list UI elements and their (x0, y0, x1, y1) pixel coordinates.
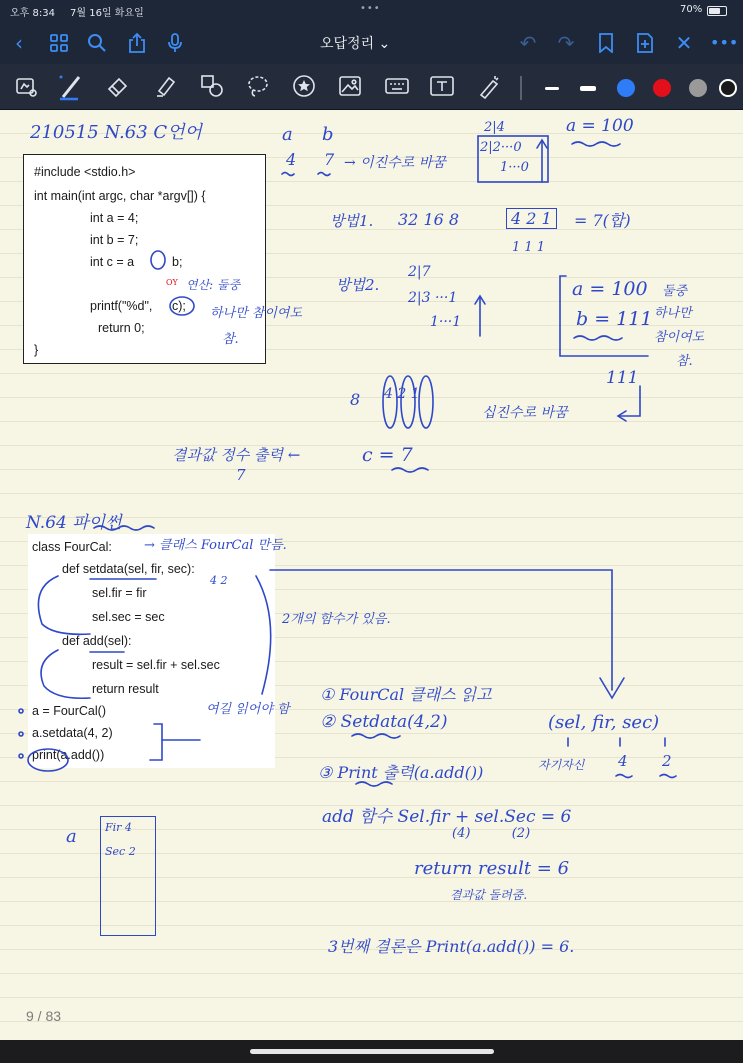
undo-icon[interactable]: ↶ (519, 31, 537, 55)
code2-line: sel.sec = sec (92, 610, 165, 624)
or-mark: OY (166, 278, 178, 287)
back-icon[interactable]: ‹ (15, 31, 23, 55)
mic-icon[interactable] (162, 30, 188, 56)
close-icon[interactable]: ✕ (675, 31, 693, 55)
toolbar-divider (520, 76, 522, 100)
div-bot: 1···0 (500, 160, 529, 175)
code1-line: int c = a (90, 255, 135, 269)
value-4: 4 (618, 752, 628, 770)
color-swatch-blue[interactable] (617, 79, 635, 97)
share-icon[interactable] (124, 30, 150, 56)
result-c: c = 7 (362, 444, 413, 466)
code1-line: #include <stdio.h> (34, 165, 136, 179)
ab-side-4: 참. (676, 354, 693, 369)
stroke-thin[interactable] (545, 87, 559, 90)
code2-line: def setdata(sel, fir, sec): (62, 562, 195, 576)
code2-line: return result (92, 682, 159, 696)
a-value: 4 (286, 150, 297, 169)
to-decimal-note: 십진수로 바꿈 (482, 405, 568, 421)
text-icon[interactable] (428, 73, 456, 101)
code2-line: class FourCal: (32, 540, 112, 554)
method1-bits: 4 2 1 (506, 208, 557, 229)
eraser-icon[interactable] (104, 73, 132, 101)
bits-column: 4 2 1 (384, 386, 420, 402)
result-111: 111 (606, 368, 639, 388)
code2-line: a.setdata(4, 2) (32, 726, 113, 740)
to-binary-note: → 이진수로 바꿈 (344, 155, 446, 171)
keyboard-icon[interactable] (383, 73, 411, 101)
code1-line: } (34, 343, 39, 357)
ab-box-a: a = 100 (572, 278, 648, 300)
step-2: ② Setdata(4,2) (320, 712, 448, 732)
step-3: ③ Print 출력(a.add()) (318, 763, 484, 782)
highlighter-icon[interactable] (152, 73, 180, 101)
mem-a: a (66, 826, 77, 847)
two-funcs-note: 2개의 함수가 있음. (282, 612, 391, 627)
laser-icon[interactable] (474, 73, 502, 101)
add-sub: (4) (2) (452, 826, 531, 841)
code1-line: int b = 7; (90, 233, 139, 247)
code1-line: printf("%d", (90, 299, 153, 313)
battery-percent: 70% (680, 4, 703, 15)
code1-line: c); (172, 299, 186, 313)
or-note-3: 참. (222, 332, 239, 347)
method1-weights: 32 16 8 (398, 210, 460, 229)
code1-line: int a = 4; (90, 211, 139, 225)
notebook-page[interactable] (0, 110, 743, 1040)
code2-line: result = sel.fir + sel.sec (92, 658, 220, 672)
var-b: b (322, 124, 334, 145)
star-icon[interactable] (290, 73, 318, 101)
div-top: 2|4 (484, 120, 505, 135)
code2-line: print(a.add()) (32, 748, 105, 762)
ab-side-2: 하나만 (654, 306, 692, 321)
document-title[interactable]: 오답정리 ⌄ (320, 36, 391, 52)
ab-side-3: 참이여도 (654, 330, 705, 345)
scan-icon[interactable] (12, 73, 40, 101)
class-note: → 클래스 FourCal 만듬. (144, 538, 287, 553)
return-line: return result = 6 (414, 858, 570, 879)
self-label: 자기자신 (538, 758, 585, 772)
ab-box-b: b = 111 (576, 308, 653, 330)
code1-line: return 0; (98, 321, 145, 335)
add-line: add 함수 Sel.fir + sel.Sec = 6 (322, 807, 572, 827)
battery-icon (707, 6, 727, 16)
method1-result: = 7(합) (574, 211, 631, 230)
result-7: 7 (236, 466, 246, 484)
read-order-note: 여길 읽어야 함 (206, 702, 290, 717)
multitask-dots-icon[interactable]: ••• (360, 3, 381, 14)
color-swatch-black[interactable] (719, 79, 737, 97)
method1-label: 방법1. (330, 212, 374, 230)
small-4-2: 4 2 (210, 574, 228, 587)
shapes-icon[interactable] (198, 73, 226, 101)
result-text: 결과값 정수 출력 ← (172, 446, 301, 464)
code2-line: def add(sel): (62, 634, 132, 648)
method2-label: 방법2. (336, 276, 380, 294)
home-indicator[interactable] (250, 1049, 494, 1054)
ab-side-1: 둘중 (662, 284, 688, 299)
add-page-icon[interactable] (632, 30, 658, 56)
mem-sec: Sec 2 (105, 845, 136, 858)
status-bar (0, 0, 743, 22)
redo-icon[interactable]: ↷ (557, 31, 575, 55)
bookmark-icon[interactable] (593, 30, 619, 56)
third-conclusion: 3번째 결론은 Print(a.add()) = 6. (328, 937, 575, 956)
nav-bar (0, 22, 743, 64)
bits-8: 8 (350, 390, 361, 409)
search-icon[interactable] (84, 30, 110, 56)
lasso-icon[interactable] (244, 73, 272, 101)
color-swatch-red[interactable] (653, 79, 671, 97)
or-note-1: 연산: 둘중 (186, 278, 241, 292)
or-note-2: 하나만 참이여도 (210, 306, 303, 321)
var-a: a (282, 124, 293, 145)
pen-icon[interactable] (56, 73, 84, 101)
page-number: 9 / 83 (26, 1008, 62, 1024)
code1-line: int main(int argc, char *argv[]) { (34, 189, 206, 203)
method2-line2: 2|3 ···1 (408, 290, 458, 306)
stroke-thick[interactable] (580, 86, 596, 91)
status-date: 7월 16일 화요일 (70, 8, 144, 19)
a-100-top: a = 100 (566, 116, 634, 136)
method1-ones: 1 1 1 (512, 240, 546, 255)
image-icon[interactable] (336, 73, 364, 101)
grid-icon[interactable] (46, 30, 72, 56)
mem-fir: Fir 4 (105, 821, 132, 834)
value-2: 2 (662, 752, 672, 770)
return-sub: 결과값 돌려줌. (450, 888, 528, 902)
code1-line: b; (172, 255, 183, 269)
b-value: 7 (324, 150, 335, 169)
more-icon[interactable]: ••• (710, 33, 739, 52)
sel-fir-sec: (sel, fir, sec) (548, 712, 660, 733)
status-time: 오후 8:34 (10, 8, 55, 19)
n64-title: N.64 파이썬 (26, 513, 122, 533)
ink-strokes (0, 110, 743, 1040)
drawing-toolbar (0, 64, 743, 110)
note-header: 210515 N.63 C언어 (30, 122, 202, 143)
div-mid: 2|2···0 (480, 140, 522, 155)
code2-line: sel.fir = fir (92, 586, 147, 600)
step-1: ① FourCal 클래스 읽고 (320, 685, 492, 704)
color-swatch-gray[interactable] (689, 79, 707, 97)
method2-line3: 1···1 (430, 314, 462, 330)
code2-line: a = FourCal() (32, 704, 106, 718)
method2-line1: 2|7 (408, 264, 431, 280)
